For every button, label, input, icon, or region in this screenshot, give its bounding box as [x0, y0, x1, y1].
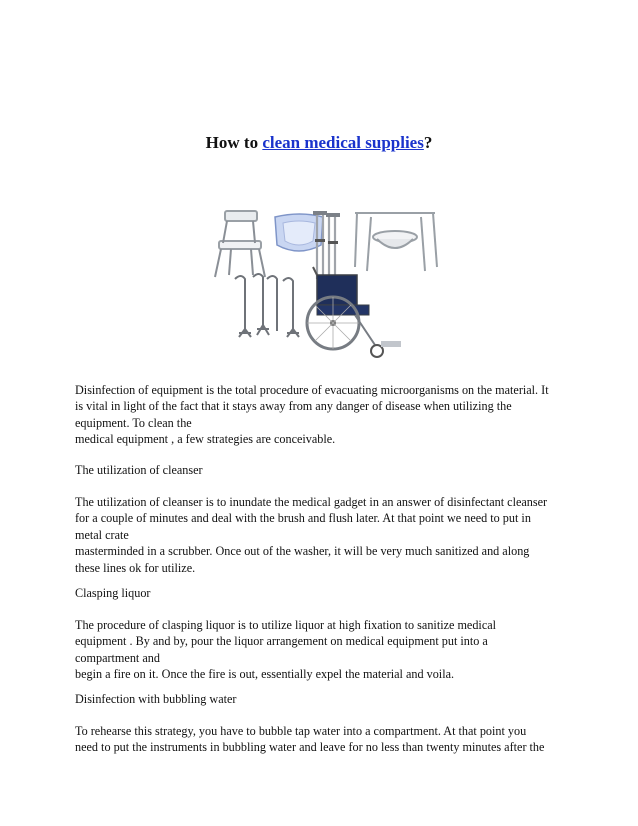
section-heading-bubbling-water — [75, 691, 575, 707]
medical-supplies-image — [205, 205, 447, 363]
text-line: masterminded in a scrubber. Once out of the washer, it will be very much sanitized and along — [75, 544, 530, 559]
text-line: The procedure of clasping liquor is to utilize liquor at high fixation to sanitize medical — [75, 618, 497, 632]
title-link[interactable]: clean medical supplies — [262, 133, 424, 152]
heading-text: Clasping liquor — [75, 586, 151, 600]
text-line: need to put the instruments in bubbling water and leave for no less than twenty minutes after the — [75, 740, 545, 755]
text-line: Disinfection of equipment is the total procedure of evacuating microorganisms on the material. It — [75, 383, 549, 397]
heading-text: Disinfection with bubbling water — [75, 692, 237, 706]
crutches-icon — [313, 211, 340, 281]
text-line: metal crate — [75, 527, 129, 542]
shower-chair-icon — [215, 211, 265, 277]
text-line: is vital in light of the fact that it stays away from any danger of disease when utilizing the — [75, 399, 512, 414]
text-line: equipment. To clean the — [75, 415, 192, 430]
paragraph-bubbling-water — [75, 723, 575, 756]
section-heading-cleanser — [75, 462, 575, 478]
section-heading-liquor — [75, 585, 575, 601]
commode-icon — [355, 213, 437, 271]
canes-icon — [235, 274, 299, 337]
title-prefix: How to — [205, 133, 263, 152]
paragraph-intro — [75, 382, 575, 448]
heading-text: The utilization of cleanser — [75, 463, 203, 477]
adult-diaper-icon — [275, 214, 323, 251]
text-line: The utilization of cleanser is to inundate the medical gadget in an answer of disinfectant cleanser — [75, 495, 548, 509]
text-line: equipment . By and by, pour the liquor arrangement on medical equipment put into a — [75, 634, 488, 649]
paragraph-cleanser — [75, 494, 575, 576]
text-line: To rehearse this strategy, you have to bubble tap water into a compartment. At that point you — [75, 724, 527, 738]
text-line: for a couple of minutes and deal with the brush and flush later. At that point we need to put in — [75, 511, 531, 526]
paragraph-liquor — [75, 617, 575, 683]
page-title — [0, 133, 638, 153]
text-line: begin a fire on it. Once the fire is out, essentially expel the material and voila. — [75, 667, 455, 682]
wheelchair-icon — [307, 267, 401, 357]
text-line: medical equipment , a few strategies are conceivable. — [75, 432, 336, 447]
text-line: these lines ok for utilize. — [75, 560, 196, 575]
text-line: compartment and — [75, 650, 160, 665]
title-suffix: ? — [423, 133, 433, 152]
medical-supplies-icon — [205, 205, 447, 363]
